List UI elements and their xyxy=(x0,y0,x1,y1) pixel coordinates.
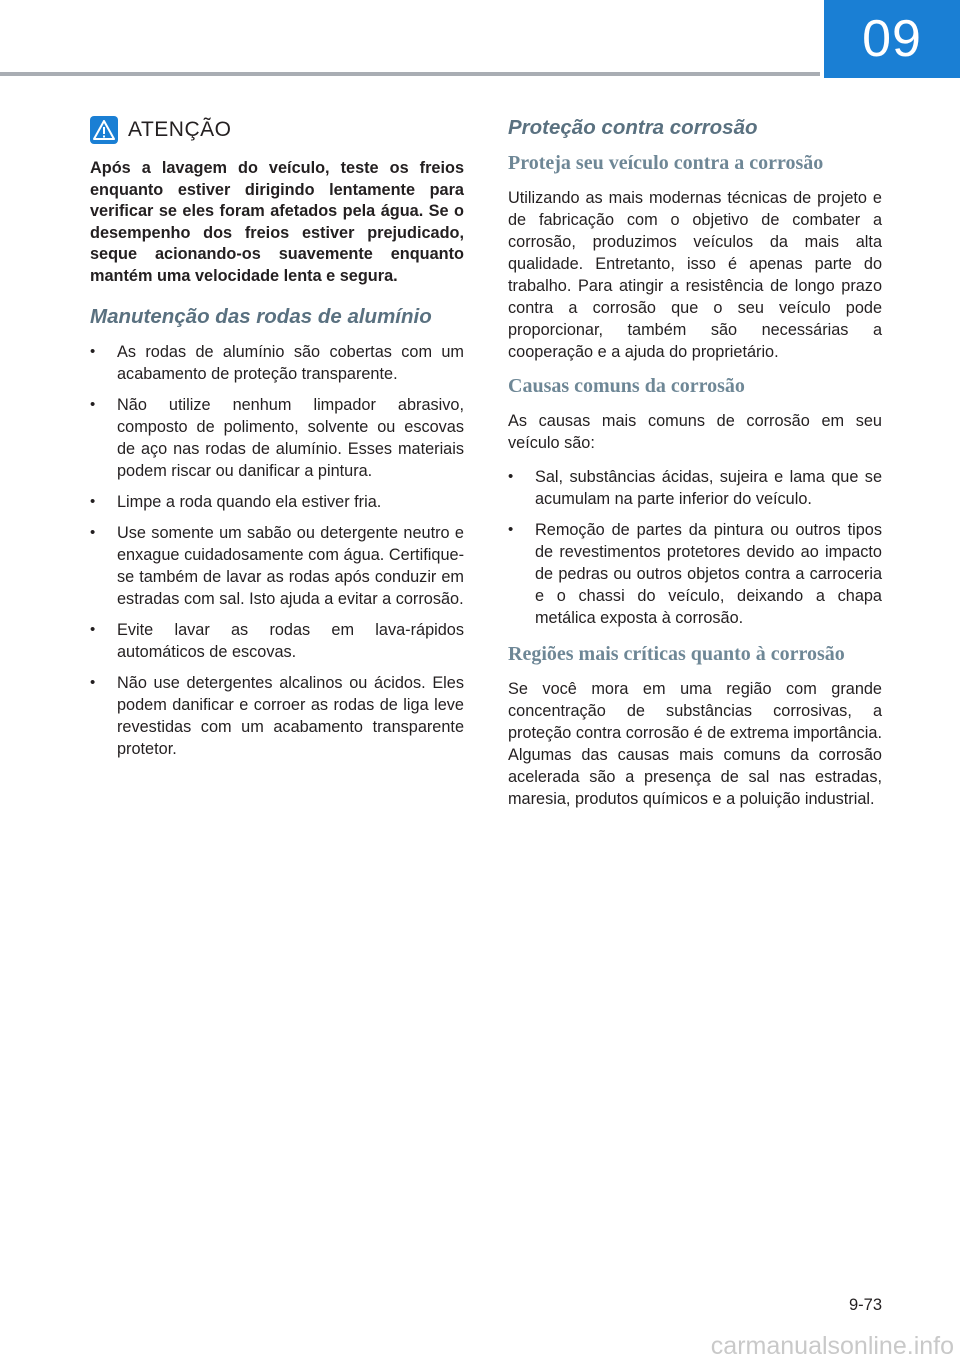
watermark: carmanualsonline.info xyxy=(710,1332,954,1360)
warning-text: Após a lavagem do veículo, teste os freios enquanto estiver dirigindo lentamente para verificar se eles foram afetados pela água. Se o desempenho dos freios estiver prejudicado, seque acionando-os suavemente enquanto mantém uma velocidade lenta e segura. xyxy=(90,159,464,285)
list-item: • Remoção de partes da pintura ou outros tipos de revestimentos protetores devido ao impacto de pedras ou outros objetos contra a carroceria e o chassi do veículo, deixando a chapa metálica exposta à corrosão. xyxy=(508,519,882,629)
page-number: 9-73 xyxy=(848,1296,882,1314)
header-rule xyxy=(0,72,820,76)
regions-text: Se você mora em uma região com grande concentração de substâncias corrosivas, a proteção contra corrosão é de extrema importância. Algumas das causas mais comuns da corrosão acelerada são a presença de sal nas estradas, maresia, produtos químicos e a poluição industrial. xyxy=(508,680,882,808)
protect-text: Utilizando as mais modernas técnicas de projeto e de fabricação com o objetivo de combater a corrosão, produzimos veículos da mais alta qualidade. Entretanto, isso é apenas parte do trabalho. Para atingir a resistência de longo prazo contra a corrosão que o seu veículo pode proporcionar, também são necessárias a cooperação e a ajuda do proprietário. xyxy=(508,189,882,361)
list-item: • Sal, substâncias ácidas, sujeira e lama que se acumulam na parte inferior do veículo. xyxy=(508,466,882,510)
list-item: • Use somente um sabão ou detergente neutro e enxague cuidadosamente com água. Certifique-se também de lavar as rodas após conduzir em estradas com sal. Isto ajuda a evitar a corrosão. xyxy=(90,522,464,610)
causes-intro: As causas mais comuns de corrosão em seu veículo são: xyxy=(508,412,882,452)
aluminum-wheels-heading: Manutenção das rodas de alumínio xyxy=(90,305,432,328)
list-item: • Não utilize nenhum limpador abrasivo, composto de polimento, solvente ou escovas de aço nas rodas de alumínio. Esses materiais podem riscar ou danificar a pintura. xyxy=(90,394,464,482)
list-item: • As rodas de alumínio são cobertas com um acabamento de proteção transparente. xyxy=(90,341,464,385)
list-item: • Evite lavar as rodas em lava-rápidos automáticos de escovas. xyxy=(90,619,464,663)
protect-heading: Proteja seu veículo contra a corrosão xyxy=(508,152,824,174)
list-item: • Limpe a roda quando ela estiver fria. xyxy=(90,491,464,513)
warning-header xyxy=(90,116,464,144)
list-item: • Não use detergentes alcalinos ou ácidos. Eles podem danificar e corroer as rodas de liga leve revestidas com um acabamento transparente protetor. xyxy=(90,672,464,760)
causes-heading: Causas comuns da corrosão xyxy=(508,375,745,397)
warning-title: ATENÇÃO xyxy=(128,118,232,141)
aluminum-wheels-list xyxy=(90,341,464,760)
regions-heading: Regiões mais críticas quanto à corrosão xyxy=(508,643,845,665)
corrosion-heading: Proteção contra corrosão xyxy=(508,116,758,139)
chapter-tab: 09 xyxy=(824,0,960,78)
right-column xyxy=(498,112,882,822)
left-column xyxy=(80,112,464,774)
warning-triangle-icon xyxy=(90,116,118,144)
causes-list xyxy=(508,466,882,629)
